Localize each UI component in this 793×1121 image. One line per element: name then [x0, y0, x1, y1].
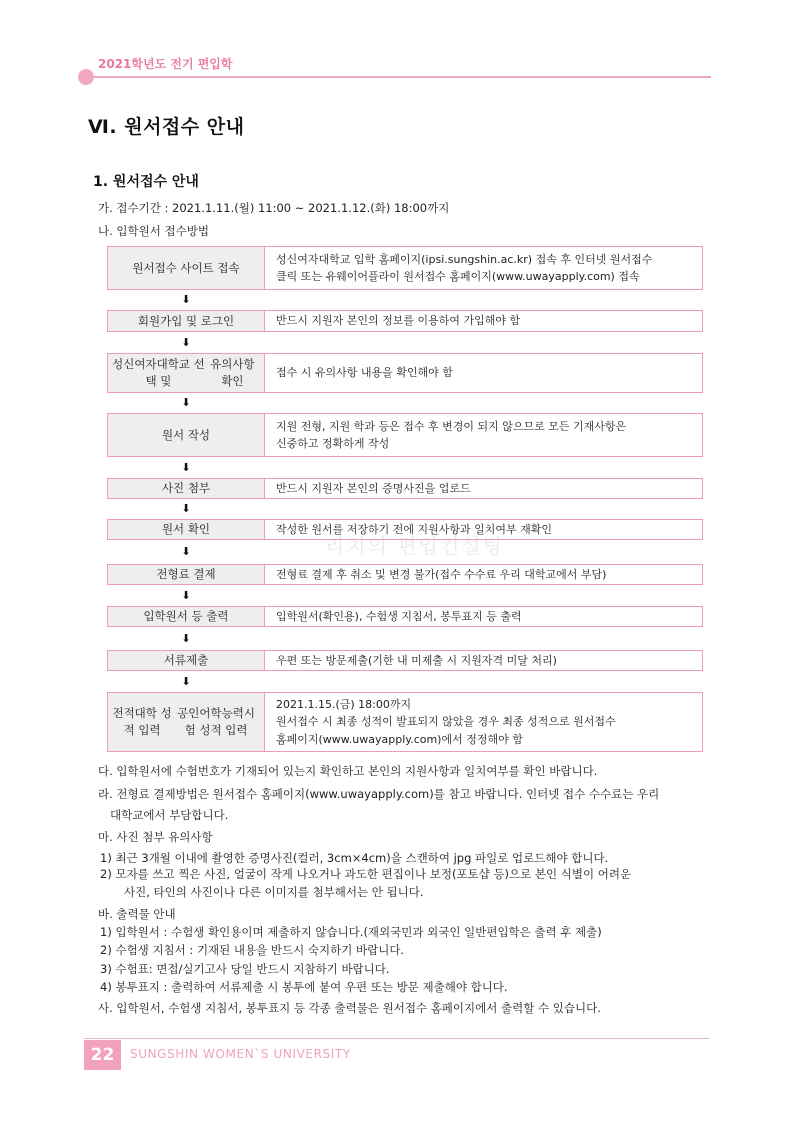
flow-step: [107, 650, 703, 671]
flow-step-description-line: 반드시 지원자 본인의 증명사진을 업로드: [276, 481, 471, 495]
note-ma-1: 1) 최근 3개월 이내에 촬영한 증명사진(컬러, 3cm×4cm)을 스캔하여 jpg 파일로 업로드해야 합니다.: [100, 851, 609, 865]
flow-step-description: [265, 479, 702, 498]
down-arrow-icon: ⬇: [181, 293, 191, 306]
flow-step-label: [108, 651, 265, 670]
footer-university: SUNGSHIN WOMEN`S UNIVERSITY: [130, 1047, 351, 1061]
note-ma-title: 마. 사진 첨부 유의사항: [98, 830, 213, 844]
flow-step-description: [265, 354, 702, 392]
down-arrow-icon: ⬇: [181, 674, 191, 688]
flow-step: [107, 478, 703, 499]
flow-step-description-line: 클릭 또는 유웨이어플라이 원서접수 홈페이지(www.uwayapply.com) 접속: [276, 270, 640, 283]
flow-step-label: [108, 479, 265, 498]
note-ma-2: 2) 모자를 쓰고 찍은 사진, 얼굴이 작게 나오거나 과도한 편집이나 보정(포토샵 등)으로 본인 식별이 어려운: [100, 867, 632, 881]
flow-step-label: [108, 354, 265, 392]
down-arrow-icon: ⬇: [181, 631, 191, 645]
header-divider: [90, 76, 711, 78]
note-ba-2: 2) 수험생 지침서 : 기재된 내용을 반드시 숙지하기 바랍니다.: [100, 943, 405, 957]
flow-step-label: [108, 565, 265, 584]
down-arrow-icon: ⬇: [181, 502, 191, 515]
flow-step-description-line: 원서접수 시 최종 성적이 발표되지 않았을 경우 최종 성적으로 원서접수: [276, 715, 616, 729]
flow-step-description-line: 반드시 지원자 본인의 정보를 이용하여 가입해야 함: [276, 314, 521, 328]
flow-step-label: [108, 693, 265, 751]
flow-step-description: [265, 414, 702, 456]
flow-step-label-line: 사진 첨부: [161, 481, 211, 496]
subsection-title: 1. 원서접수 안내: [93, 174, 199, 190]
flow-step-label-line: 전형료 결제: [156, 567, 216, 582]
header-title: 2021학년도 전기 편입학: [98, 57, 233, 71]
note-ra-cont: 대학교에서 부담합니다.: [110, 808, 229, 822]
flow-step-description-line: 작성한 원서를 저장하기 전에 지원사항과 일치여부 재확인: [276, 522, 553, 536]
flow-step-label: [108, 414, 265, 456]
flow-step-label-line: 원서 작성: [161, 427, 211, 442]
flow-step-label: [108, 247, 265, 289]
flow-step: [107, 310, 703, 332]
flow-step-description-line: 신중하고 정확하게 작성: [276, 437, 390, 450]
page-number: 22: [84, 1040, 121, 1070]
flow-step-description-line: 전형료 결제 후 취소 및 변경 불가(접수 수수료 우리 대학교에서 부담): [276, 567, 607, 581]
watermark: 리치의 편입컨설팅: [325, 534, 504, 558]
flow-step-description-line: 성신여자대학교 입학 홈페이지(ipsi.sungshin.ac.kr) 접속 후 인터넷 원서접수: [276, 252, 653, 266]
down-arrow-icon: ⬇: [181, 460, 191, 474]
flow-step-description-line: 입학원서(확인용), 수험생 지침서, 봉투표지 등 출력: [276, 609, 522, 623]
flow-step-description: [265, 651, 702, 670]
down-arrow-icon: ⬇: [181, 588, 191, 602]
flow-step: [107, 246, 703, 290]
note-ba-title: 바. 출력물 안내: [98, 907, 176, 921]
note-ba-1: 1) 입학원서 : 수험생 확인용이며 제출하지 않습니다.(재외국민과 외국인 일반편입학은 출력 후 제출): [100, 925, 602, 939]
note-ba-3: 3) 수험표: 면접/실기고사 당일 반드시 지참하기 바랍니다.: [100, 962, 390, 976]
down-arrow-icon: ⬇: [181, 545, 191, 558]
note-ba-4: 4) 봉투표지 : 출력하여 서류제출 시 봉투에 붙여 우편 또는 방문 제출해야 합니다.: [100, 980, 508, 994]
flow-step-description: [265, 565, 702, 584]
section-title: Ⅵ. 원서접수 안내: [88, 116, 245, 138]
item-na: 나. 입학원서 접수방법: [98, 224, 209, 238]
flow-step-description-line: 우편 또는 방문제출(기한 내 미제출 시 지원자격 미달 처리): [276, 653, 557, 667]
flow-step-label-line: 전적대학 성적 입력: [112, 706, 172, 737]
footer-divider: [84, 1038, 709, 1039]
note-ma-2-cont: 사진, 타인의 사진이나 다른 이미지를 첨부해서는 안 됩니다.: [124, 885, 424, 899]
flow-step-label-line: 원서 확인: [161, 522, 211, 537]
flow-step-label-line: 공인어학능력시험 성적 입력: [177, 706, 255, 737]
flow-step-description: [265, 247, 702, 289]
flow-step: [107, 606, 703, 627]
flow-step-description-line: 지원 전형, 지원 학과 등은 접수 후 변경이 되지 않으므로 모든 기재사항은: [276, 419, 627, 433]
flow-step: [107, 353, 703, 393]
note-da: 다. 입학원서에 수험번호가 기재되어 있는지 확인하고 본인의 지원사항과 일치여부를 확인 바랍니다.: [98, 764, 598, 778]
flow-step-label-line: 원서접수 사이트 접속: [132, 260, 240, 275]
flow-step-label-line: 유의사항 확인: [210, 357, 255, 388]
flow-step-label-line: 회원가입 및 로그인: [137, 313, 235, 328]
flow-step-description-line: 2021.1.15.(금) 18:00까지: [276, 698, 412, 712]
flow-step-label: [108, 520, 265, 539]
flow-step: [107, 692, 703, 752]
down-arrow-icon: ⬇: [181, 396, 191, 409]
flow-step: [107, 564, 703, 585]
flow-step-description: [265, 693, 702, 751]
flow-step-label: [108, 311, 265, 331]
flow-step-description: [265, 311, 702, 331]
flow-step-label-line: 성신여자대학교 선택 및: [112, 357, 205, 388]
item-ga: 가. 접수기간 : 2021.1.11.(월) 11:00 ~ 2021.1.12.(화) 18:00까지: [98, 201, 450, 215]
flow-step-label-line: 서류제출: [163, 653, 209, 668]
flow-step-label: [108, 607, 265, 626]
note-sa: 사. 입학원서, 수험생 지침서, 봉투표지 등 각종 출력물은 원서접수 홈페이지에서 출력할 수 있습니다.: [98, 1001, 601, 1015]
flow-step-description-line: 홈페이지(www.uwayapply.com)에서 정정해야 함: [276, 732, 523, 746]
flow-step-label-line: 입학원서 등 출력: [143, 609, 229, 624]
flow-step-description-line: 접수 시 유의사항 내용을 확인해야 함: [276, 366, 453, 380]
flow-step: [107, 413, 703, 457]
down-arrow-icon: ⬇: [181, 335, 191, 349]
flow-step-description: [265, 607, 702, 626]
note-ra: 라. 전형료 결제방법은 원서접수 홈페이지(www.uwayapply.com)를 참고 바랍니다. 인터넷 접수 수수료는 우리: [98, 787, 660, 801]
